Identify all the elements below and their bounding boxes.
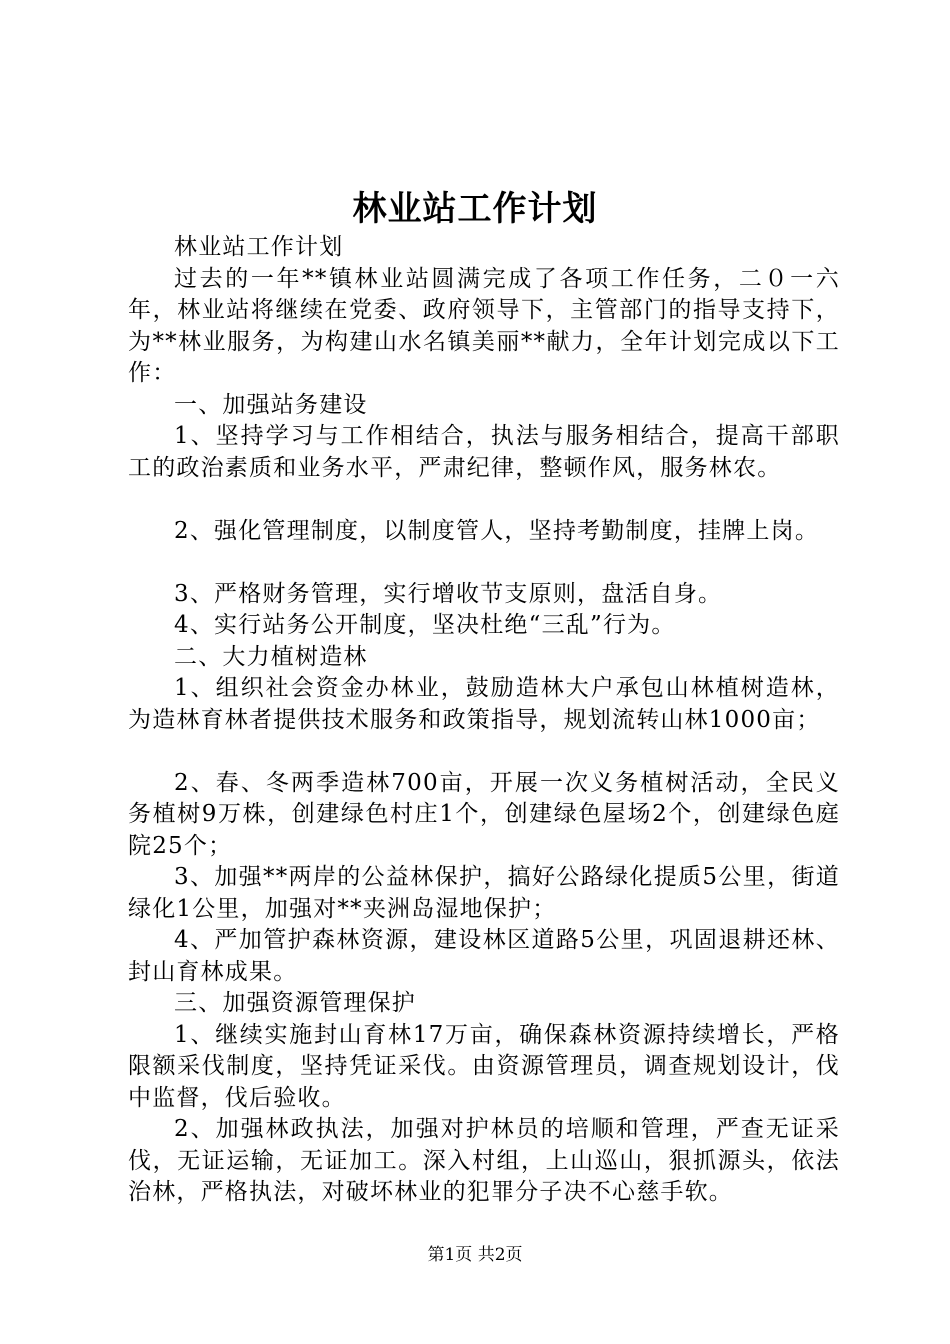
paragraph-intro: 过去的一年**镇林业站圆满完成了各项工作任务，二０一六年，林业站将继续在党委、政府领导下，主管部门的指导支持下，为**林业服务，为构建山水名镇美丽**献力，全年计划完成以下工作： <box>128 265 840 386</box>
paragraph-2-4: 4、严加管护森林资源，建设林区道路5公里，巩固退耕还林、封山育林成果。 <box>128 927 840 985</box>
paragraph-1-4: 4、实行站务公开制度，坚决杜绝“三乱”行为。 <box>174 612 676 638</box>
section-heading-3: 三、加强资源管理保护 <box>174 990 416 1016</box>
paragraph-3-2: 2、加强林政执法，加强对护林员的培顺和管理，严查无证采伐，无证运输，无证加工。深入村组，上山巡山，狠抓源头，依法治林，严格执法，对破坏林业的犯罪分子决不心慈手软。 <box>128 1116 840 1205</box>
paragraph-3-1: 1、继续实施封山育林17万亩，确保森林资源持续增长，严格限额采伐制度，坚持凭证采伐。由资源管理员，调查规划设计，伐中监督，伐后验收。 <box>128 1021 840 1111</box>
document-title: 林业站工作计划 <box>352 189 598 229</box>
document-body <box>128 232 840 1209</box>
paragraph-heading-repeat: 林业站工作计划 <box>174 234 344 260</box>
paragraph-2-3: 3、加强**两岸的公益林保护，搞好公路绿化提质5公里，街道绿化1公里，加强对**夹洲岛湿地保护； <box>128 864 840 922</box>
section-heading-2: 二、大力植树造林 <box>174 643 368 670</box>
page-footer: 第1页 共2页 <box>427 1245 523 1265</box>
paragraph-1-2: 2、强化管理制度，以制度管人，坚持考勤制度，挂牌上岗。 <box>174 517 820 544</box>
paragraph-1-3: 3、严格财务管理，实行增收节支原则，盘活自身。 <box>174 580 723 607</box>
paragraph-2-1: 1、组织社会资金办林业，鼓励造林大户承包山林植树造林，为造林育林者提供技术服务和政策指导，规划流转山林1000亩； <box>128 675 840 733</box>
paragraph-2-2: 2、春、冬两季造林700亩，开展一次义务植树活动，全民义务植树9万株，创建绿色村庄1个，创建绿色屋场2个，创建绿色庭院25个； <box>128 769 840 859</box>
paragraph-1-1: 1、坚持学习与工作相结合，执法与服务相结合，提高干部职工的政治素质和业务水平，严肃纪律，整顿作风，服务林农。 <box>128 423 840 481</box>
section-heading-1: 一、加强站务建设 <box>174 391 368 418</box>
